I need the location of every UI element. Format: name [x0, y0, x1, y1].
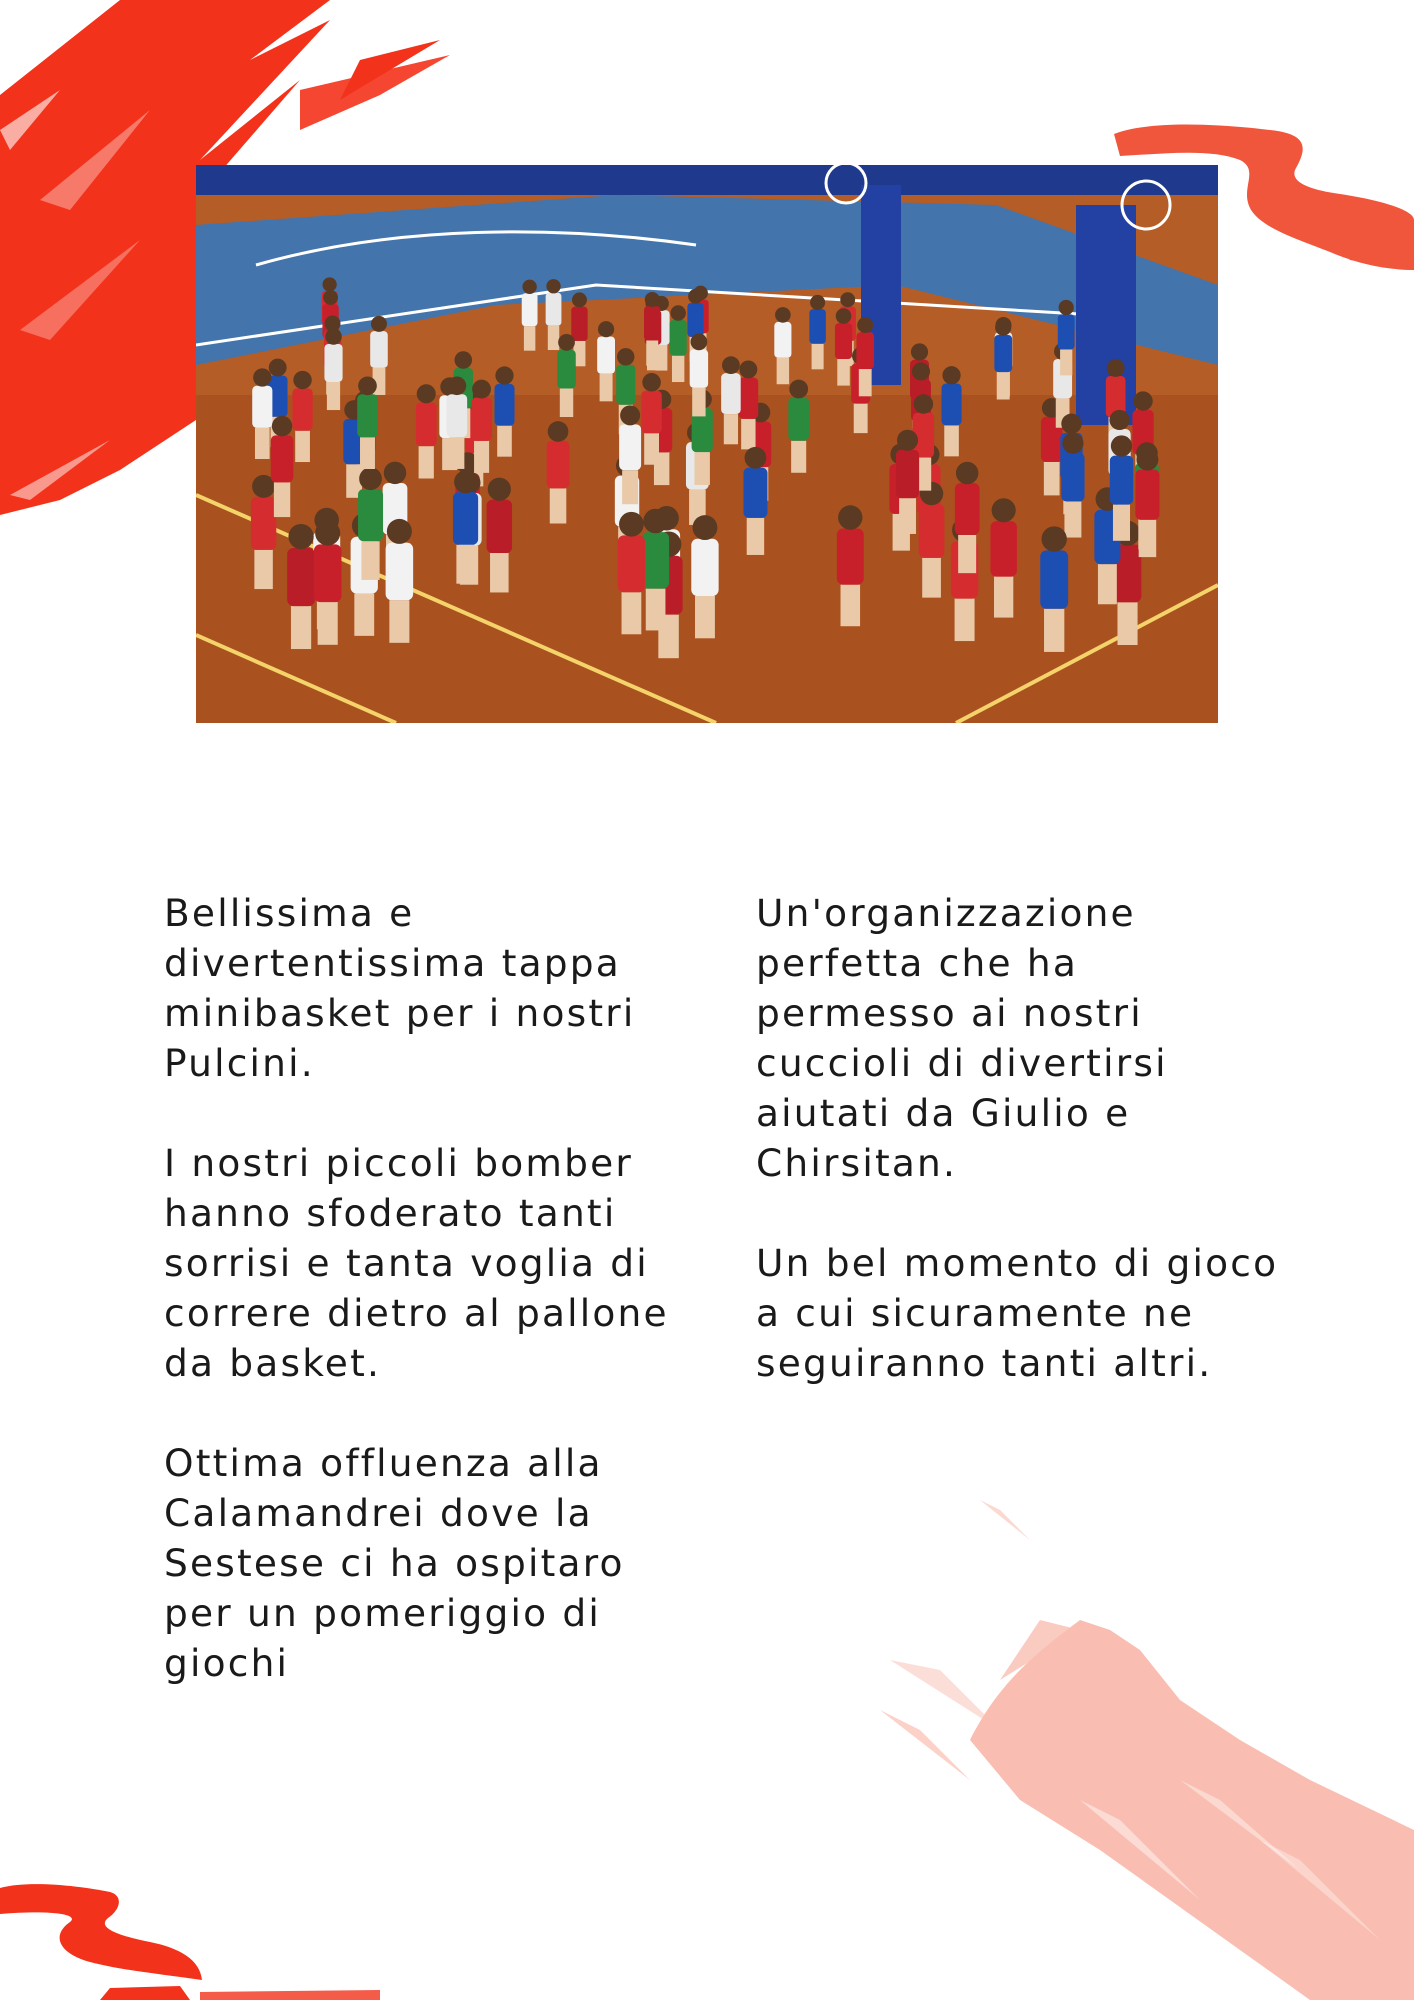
photo-figure — [447, 376, 468, 468]
photo-figure — [619, 405, 641, 504]
right-text-column — [756, 888, 1356, 1438]
photo-figure — [314, 520, 342, 644]
photo-figure — [324, 328, 342, 410]
photo-figure — [494, 366, 514, 456]
photo-figure — [721, 356, 741, 444]
photo-figure — [453, 470, 478, 583]
photo-figure — [837, 505, 864, 626]
photo-figure — [292, 371, 312, 462]
photo-figure — [358, 467, 383, 580]
photo-figure — [1135, 449, 1159, 557]
photo-figure — [644, 292, 660, 366]
photo-figure — [738, 360, 758, 449]
photo-figure — [557, 334, 575, 417]
paragraph-left-1: Bellissima e divertentissima tappa minibasket per i nostri Pulcini. — [164, 891, 636, 1085]
photo-figure — [487, 478, 513, 593]
photo-figure — [1058, 300, 1075, 376]
photo-figure — [252, 368, 272, 459]
photo-figure — [743, 447, 767, 555]
photo-figure — [1061, 433, 1084, 538]
photo-figure — [1040, 526, 1068, 652]
photo-figure — [251, 475, 276, 589]
photo-figure — [955, 462, 980, 573]
photo-figure — [856, 317, 874, 396]
photo-figure — [471, 380, 492, 473]
photo-figure — [547, 421, 570, 523]
paragraph-right-1: Un'organizzazione perfetta che ha permesso ai nostri cuccioli di divertirsi aiutati da Giulio e Chirsitan. — [756, 891, 1168, 1185]
photo-figure — [774, 307, 791, 384]
photo-figure — [788, 380, 809, 473]
paragraph-right-2: Un bel momento di gioco a cui sicuramente ne seguiranno tanti altri. — [756, 1241, 1279, 1385]
photo-figure — [642, 509, 669, 631]
paragraph-left-2: I nostri piccoli bomber hanno sfoderato tanti sorrisi e tanta voglia di correre dietro al pallone da basket. — [164, 1141, 669, 1385]
red-brush-stroke-decoration-bottom — [0, 1870, 420, 2000]
photo-figure — [809, 295, 826, 369]
photo-figure — [386, 519, 414, 643]
photo-figure — [691, 515, 718, 638]
photo-figure — [942, 366, 962, 456]
left-text-column — [164, 888, 724, 1738]
photo-figure — [896, 430, 919, 534]
photo-figure — [416, 384, 437, 478]
photo-figure — [994, 320, 1012, 400]
photo-figure — [641, 373, 661, 465]
photo-figure — [618, 512, 645, 634]
group-photo — [196, 165, 1218, 723]
photo-figure — [271, 416, 293, 517]
photo-figure — [357, 377, 378, 469]
photo-figure — [1110, 435, 1133, 540]
pink-brush-stroke-decoration — [880, 1480, 1414, 2000]
photo-figure — [835, 308, 852, 385]
photo-figure — [670, 305, 687, 382]
photo-figure — [597, 321, 615, 401]
photo-figure — [522, 280, 538, 351]
photo-figure — [690, 333, 708, 416]
photo-figure — [287, 524, 315, 649]
photo-figure — [919, 482, 945, 598]
photo-figure — [990, 498, 1017, 617]
paragraph-left-3: Ottima offluenza alla Calamandrei dove la Sestese ci ha ospitaro per un pomeriggio di giochi — [164, 1441, 625, 1685]
